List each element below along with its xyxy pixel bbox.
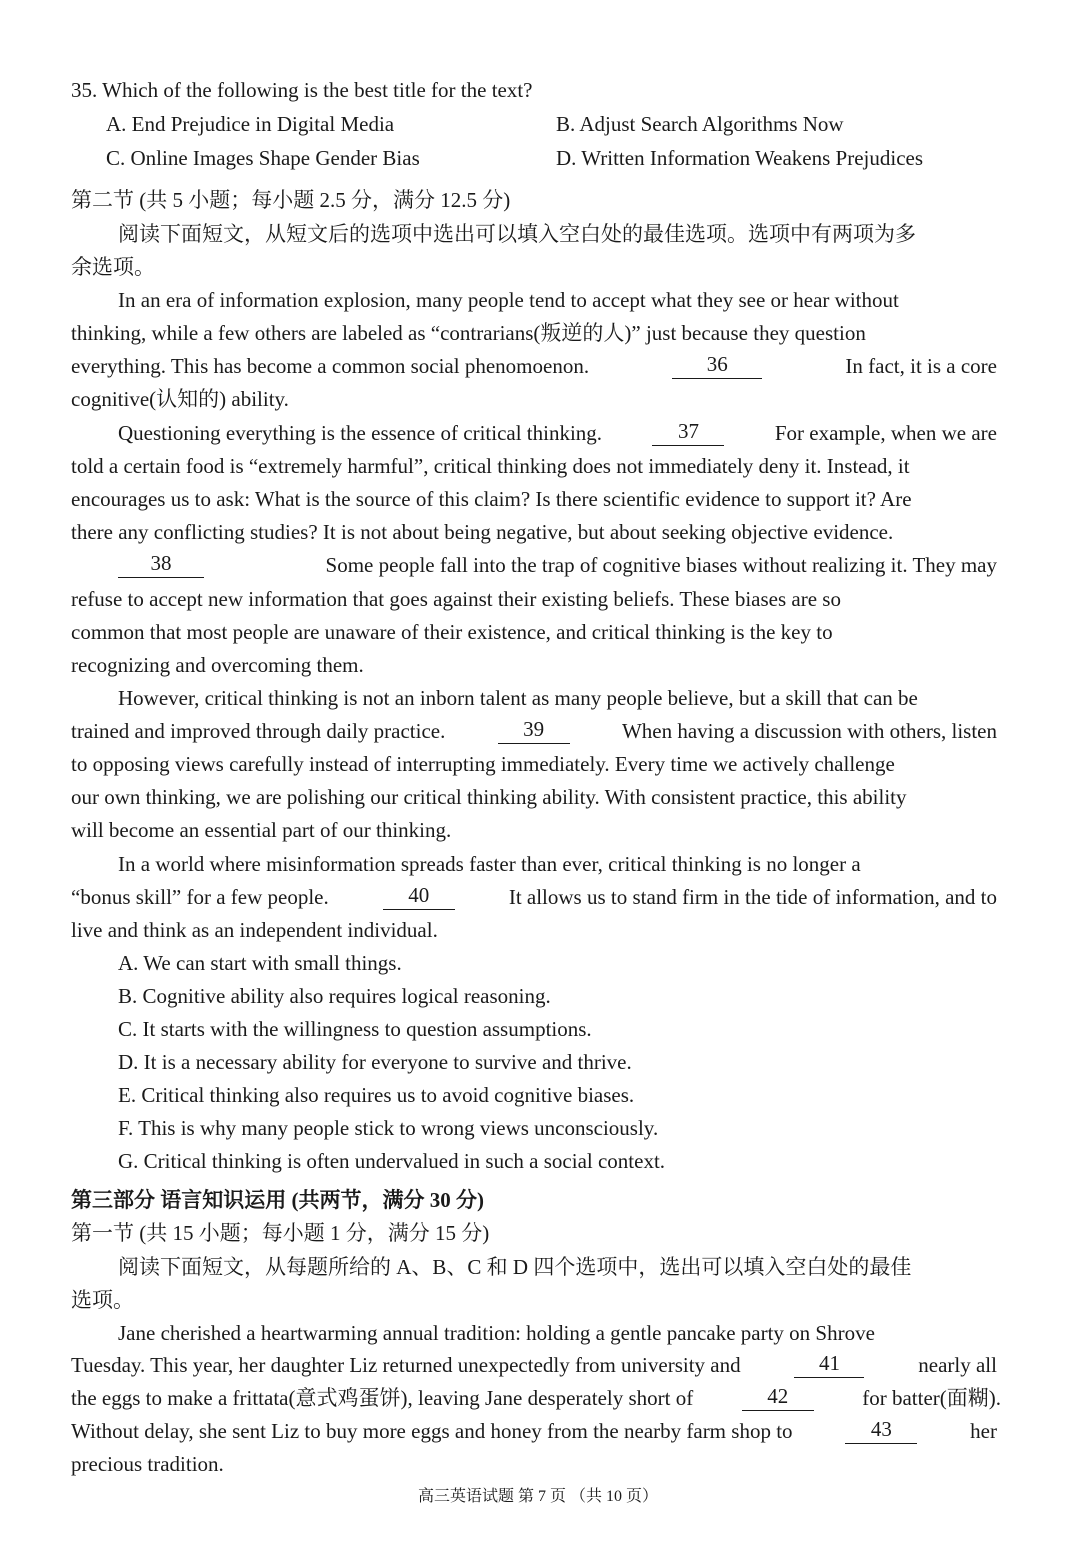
- passage-p4-line1: However, critical thinking is not an inborn talent as many people believe, but a skill that can be: [118, 686, 918, 710]
- passage-p3-line1: [118, 552, 997, 578]
- part-3-section-1-header: 第一节 (共 15 小题；每小题 1 分，满分 15 分): [71, 1221, 490, 1245]
- cloze-line3-text-a: the eggs to make a frittata(意式鸡蛋饼), leaving Jane desperately short of: [71, 1386, 694, 1410]
- passage-p2-line3: encourages us to ask: What is the source of this claim? Is there scientific evidence to support it? Are: [71, 487, 912, 511]
- passage-p1-line1: In an era of information explosion, many people tend to accept what they see or hear without: [118, 288, 899, 312]
- page-footer: 高三英语试题 第 7 页 （共 10 页）: [417, 1488, 658, 1505]
- question-35-stem: 35. Which of the following is the best title for the text?: [71, 78, 533, 102]
- blank-37[interactable]: 37: [652, 420, 724, 446]
- option-f: F. This is why many people stick to wrong views unconsciously.: [118, 1116, 659, 1140]
- cloze-line4: [71, 1418, 997, 1444]
- cloze-line2: [71, 1352, 997, 1378]
- question-35-option-a: A. End Prejudice in Digital Media: [106, 112, 395, 136]
- passage-p1-line3-text-b: In fact, it is a core: [845, 354, 997, 378]
- passage-p4-line2-text-a: trained and improved through daily practice.: [71, 719, 446, 743]
- passage-p2-line1-text-b: For example, when we are: [774, 421, 997, 445]
- blank-40[interactable]: 40: [383, 884, 455, 910]
- section-2-instruction-line1: 阅读下面短文，从短文后的选项中选出可以填入空白处的最佳选项。选项中有两项为多: [118, 222, 916, 246]
- part-3-instruction-line1: 阅读下面短文，从每题所给的 A、B、C 和 D 四个选项中，选出可以填入空白处的最佳: [118, 1255, 912, 1279]
- question-35-option-c: C. Online Images Shape Gender Bias: [106, 146, 420, 170]
- passage-p4-line5: will become an essential part of our thinking.: [71, 818, 452, 842]
- cloze-line3: [71, 1385, 1001, 1411]
- part-3-instruction-line2: 选项。: [71, 1288, 134, 1312]
- passage-p4-line2: [71, 718, 997, 744]
- option-e: E. Critical thinking also requires us to avoid cognitive biases.: [118, 1083, 635, 1107]
- passage-p5-line2: [71, 884, 997, 910]
- passage-p1-line3: [71, 353, 997, 379]
- question-35-option-d: D. Written Information Weakens Prejudices: [556, 146, 924, 170]
- passage-p5-line3: live and think as an independent individual.: [71, 918, 438, 942]
- question-35-option-b: B. Adjust Search Algorithms Now: [556, 112, 844, 136]
- question-35-options-row2: [0, 145, 1076, 171]
- passage-p2-line1: [118, 420, 997, 446]
- passage-p1-line2: thinking, while a few others are labeled as “contrarians(叛逆的人)” just because they question: [71, 321, 866, 345]
- blank-41[interactable]: 41: [794, 1352, 864, 1378]
- passage-p3-line2: refuse to accept new information that goes against their existing beliefs. These biases are so: [71, 587, 841, 611]
- passage-p5-line1: In a world where misinformation spreads faster than ever, critical thinking is no longer a: [118, 852, 861, 876]
- cloze-line4-text-a: Without delay, she sent Liz to buy more eggs and honey from the nearby farm shop to: [71, 1419, 793, 1443]
- cloze-line2-text-a: Tuesday. This year, her daughter Liz returned unexpectedly from university and: [71, 1353, 741, 1377]
- passage-p3-line4: recognizing and overcoming them.: [71, 653, 364, 677]
- passage-p3-line1-text: Some people fall into the trap of cognitive biases without realizing it. They may: [325, 553, 997, 577]
- passage-p2-line2: told a certain food is “extremely harmful”, critical thinking does not immediately deny it. Instead, it: [71, 454, 910, 478]
- passage-p5-line2-text-b: It allows us to stand firm in the tide of information, and to: [508, 885, 997, 909]
- blank-42[interactable]: 42: [742, 1385, 814, 1411]
- cloze-line4-text-b: her: [970, 1419, 997, 1443]
- option-c: C. It starts with the willingness to question assumptions.: [118, 1017, 592, 1041]
- question-35-options-row1: [0, 111, 1076, 137]
- option-g: G. Critical thinking is often undervalued in such a social context.: [118, 1149, 666, 1173]
- cloze-line2-text-b: nearly all: [918, 1353, 997, 1377]
- passage-p2-line1-text-a: Questioning everything is the essence of critical thinking.: [118, 421, 603, 445]
- cloze-line5: precious tradition.: [71, 1452, 224, 1476]
- blank-38[interactable]: 38: [118, 552, 204, 578]
- passage-p1-line4: cognitive(认知的) ability.: [71, 387, 289, 411]
- passage-p4-line2-text-b: When having a discussion with others, listen: [621, 719, 997, 743]
- passage-p4-line4: our own thinking, we are polishing our critical thinking ability. With consistent practice, this ability: [71, 785, 907, 809]
- blank-36[interactable]: 36: [672, 353, 762, 379]
- part-3-header: 第三部分 语言知识运用 (共两节，满分 30 分): [71, 1188, 484, 1212]
- passage-p5-line2-text-a: “bonus skill” for a few people.: [71, 885, 329, 909]
- passage-p3-line3: common that most people are unaware of their existence, and critical thinking is the key to: [71, 620, 833, 644]
- passage-p1-line3-text-a: everything. This has become a common social phenomoenon.: [71, 354, 590, 378]
- option-a: A. We can start with small things.: [118, 951, 402, 975]
- section-2-instruction-line2: 余选项。: [71, 255, 155, 279]
- blank-43[interactable]: 43: [845, 1418, 917, 1444]
- passage-p4-line3: to opposing views carefully instead of interrupting immediately. Every time we actively challenge: [71, 752, 895, 776]
- blank-39[interactable]: 39: [498, 718, 570, 744]
- option-b: B. Cognitive ability also requires logical reasoning.: [118, 984, 551, 1008]
- cloze-line3-text-b: for batter(面糊).: [862, 1386, 1001, 1410]
- cloze-line1: Jane cherished a heartwarming annual tradition: holding a gentle pancake party on Shrove: [118, 1321, 875, 1345]
- section-2-header: 第二节 (共 5 小题；每小题 2.5 分，满分 12.5 分): [71, 188, 511, 212]
- option-d: D. It is a necessary ability for everyone to survive and thrive.: [118, 1050, 632, 1074]
- passage-p2-line4: there any conflicting studies? It is not about being negative, but about seeking objective evidence.: [71, 520, 894, 544]
